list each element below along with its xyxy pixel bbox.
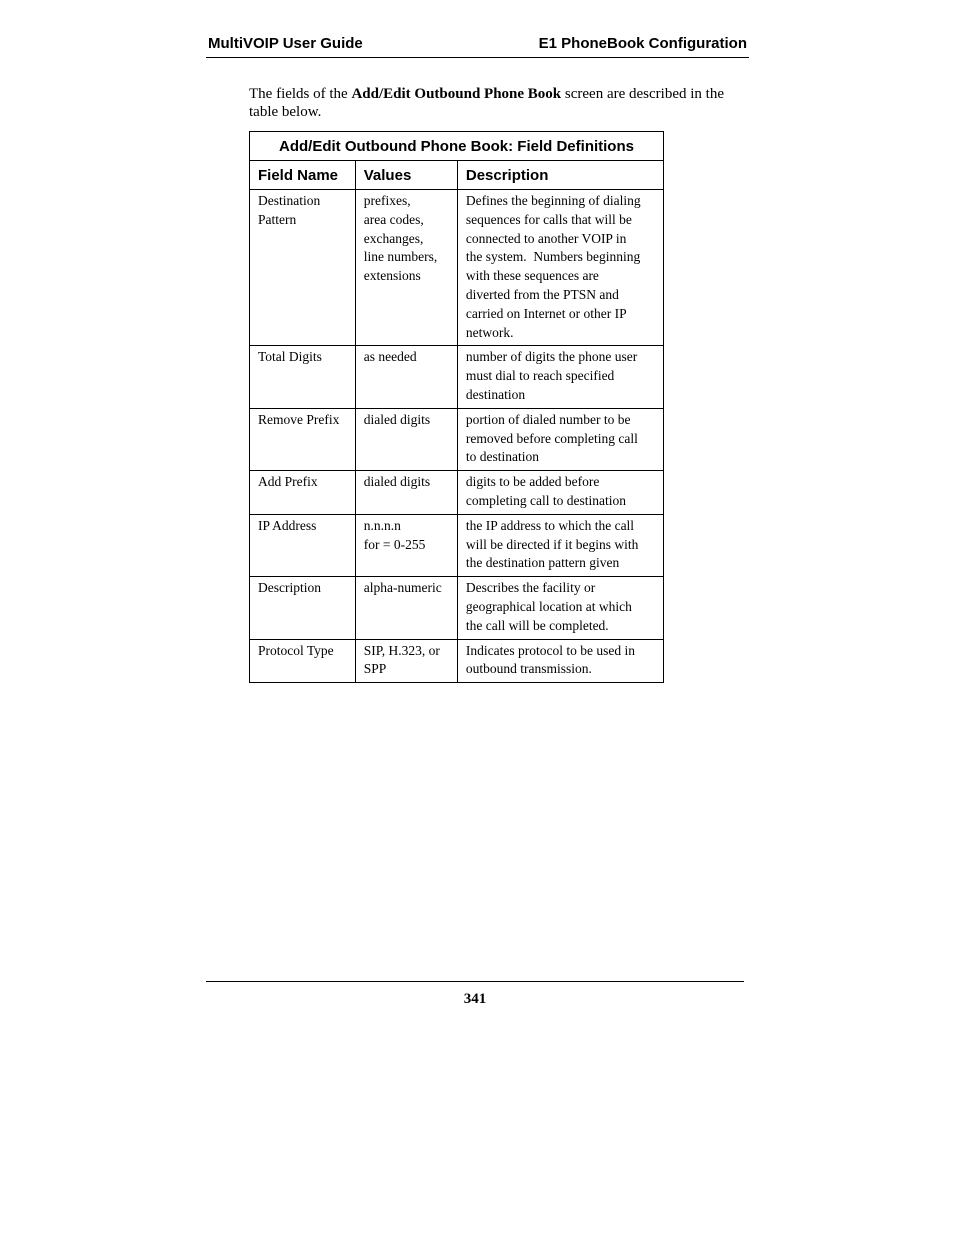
cell-field-name-line: Total Digits [258,349,322,365]
cell-values-line: dialed digits [363,411,431,427]
document-title: MultiVOIP User Guide [208,35,363,52]
cell-description-line: to destination [465,449,539,465]
cell-values-line: as needed [363,349,417,365]
cell-description-line: Defines the beginning of dialing [465,193,641,208]
cell-values [355,514,457,576]
cell-field-name [250,408,356,470]
cell-description [457,639,663,683]
cell-field-name-line: Pattern [258,211,297,227]
table-row [250,514,664,576]
cell-description-line: network. [465,324,514,340]
table-row [250,408,664,470]
footer-divider [206,981,744,982]
page-number: 341 [463,991,487,1007]
cell-description-line: diverted from the PTSN and [465,286,619,302]
cell-values-line: prefixes, [363,193,411,208]
cell-field-name-line: IP Address [258,517,317,533]
cell-values-line: area codes, [363,211,424,227]
cell-description-line: removed before completing call [465,430,638,446]
cell-description-line: outbound transmission. [465,661,592,677]
cell-values [355,471,457,515]
cell-values-line: dialed digits [363,474,431,490]
intro-paragraph [249,85,749,121]
cell-values-line: alpha-numeric [363,580,442,596]
table-row [250,639,664,683]
intro-text-before: The fields of the [249,86,352,102]
cell-description-line: Indicates protocol to be used in [465,642,635,658]
cell-description-line: the call will be completed. [465,617,609,633]
cell-values [355,639,457,683]
cell-description-line: Describes the facility or [465,580,596,596]
column-header-description: Description [457,161,663,190]
cell-field-name [250,190,356,346]
cell-values-line: extensions [363,268,421,284]
cell-description-line: the destination pattern given [465,555,620,571]
cell-description [457,471,663,515]
column-header-field-name: Field Name [250,161,356,190]
cell-values [355,577,457,639]
table-title-row [250,132,664,161]
table-row [250,471,664,515]
cell-values-line: SIP, H.323, or [363,642,440,658]
cell-description [457,346,663,408]
intro-text-after: screen are described in the table below. [249,86,724,120]
cell-field-name-line: Add Prefix [258,474,318,490]
table-body [250,190,664,683]
cell-field-name-line: Remove Prefix [258,411,340,427]
section-title: E1 PhoneBook Configuration [538,35,747,52]
cell-field-name [250,471,356,515]
cell-description-line: connected to another VOIP in [465,230,627,246]
cell-description-line: number of digits the phone user [465,349,638,365]
cell-description-line: digits to be added before [465,474,600,490]
cell-description-line: portion of dialed number to be [465,411,631,427]
cell-field-name-line: Description [258,580,321,596]
cell-field-name [250,346,356,408]
cell-field-name-line: Protocol Type [258,642,334,658]
field-definitions-table [249,131,664,683]
cell-values-line: for = 0-255 [363,536,426,552]
cell-description-line: with these sequences are [465,268,599,284]
table-title: Add/Edit Outbound Phone Book: Field Definitions [250,132,664,161]
cell-description [457,408,663,470]
cell-description [457,514,663,576]
cell-description-line: geographical location at which [465,598,632,614]
cell-field-name [250,514,356,576]
cell-description-line: carried on Internet or other IP [465,305,627,321]
page-header [206,33,749,58]
intro-bold-screen-name: Add/Edit Outbound Phone Book [351,86,562,102]
cell-field-name [250,577,356,639]
cell-values [355,408,457,470]
cell-values [355,346,457,408]
cell-description-line: destination [465,386,526,402]
cell-description-line: completing call to destination [465,492,626,508]
cell-values-line: exchanges, [363,230,424,246]
cell-field-name [250,639,356,683]
cell-description-line: will be directed if it begins with [465,536,639,552]
cell-field-name-line: Destination [258,193,321,208]
cell-description [457,190,663,346]
table-row [250,346,664,408]
table-row [250,577,664,639]
cell-description-line: the system. Numbers beginning [465,249,641,265]
cell-values [355,190,457,346]
cell-values-line: n.n.n.n [363,517,401,533]
table-header-row [250,161,664,190]
cell-values-line: line numbers, [363,249,438,265]
cell-description [457,577,663,639]
cell-values-line: SPP [363,661,387,677]
cell-description-line: must dial to reach specified [465,368,615,384]
column-header-values: Values [355,161,457,190]
cell-description-line: the IP address to which the call [465,517,635,533]
table-row [250,190,664,346]
cell-description-line: sequences for calls that will be [465,211,632,227]
